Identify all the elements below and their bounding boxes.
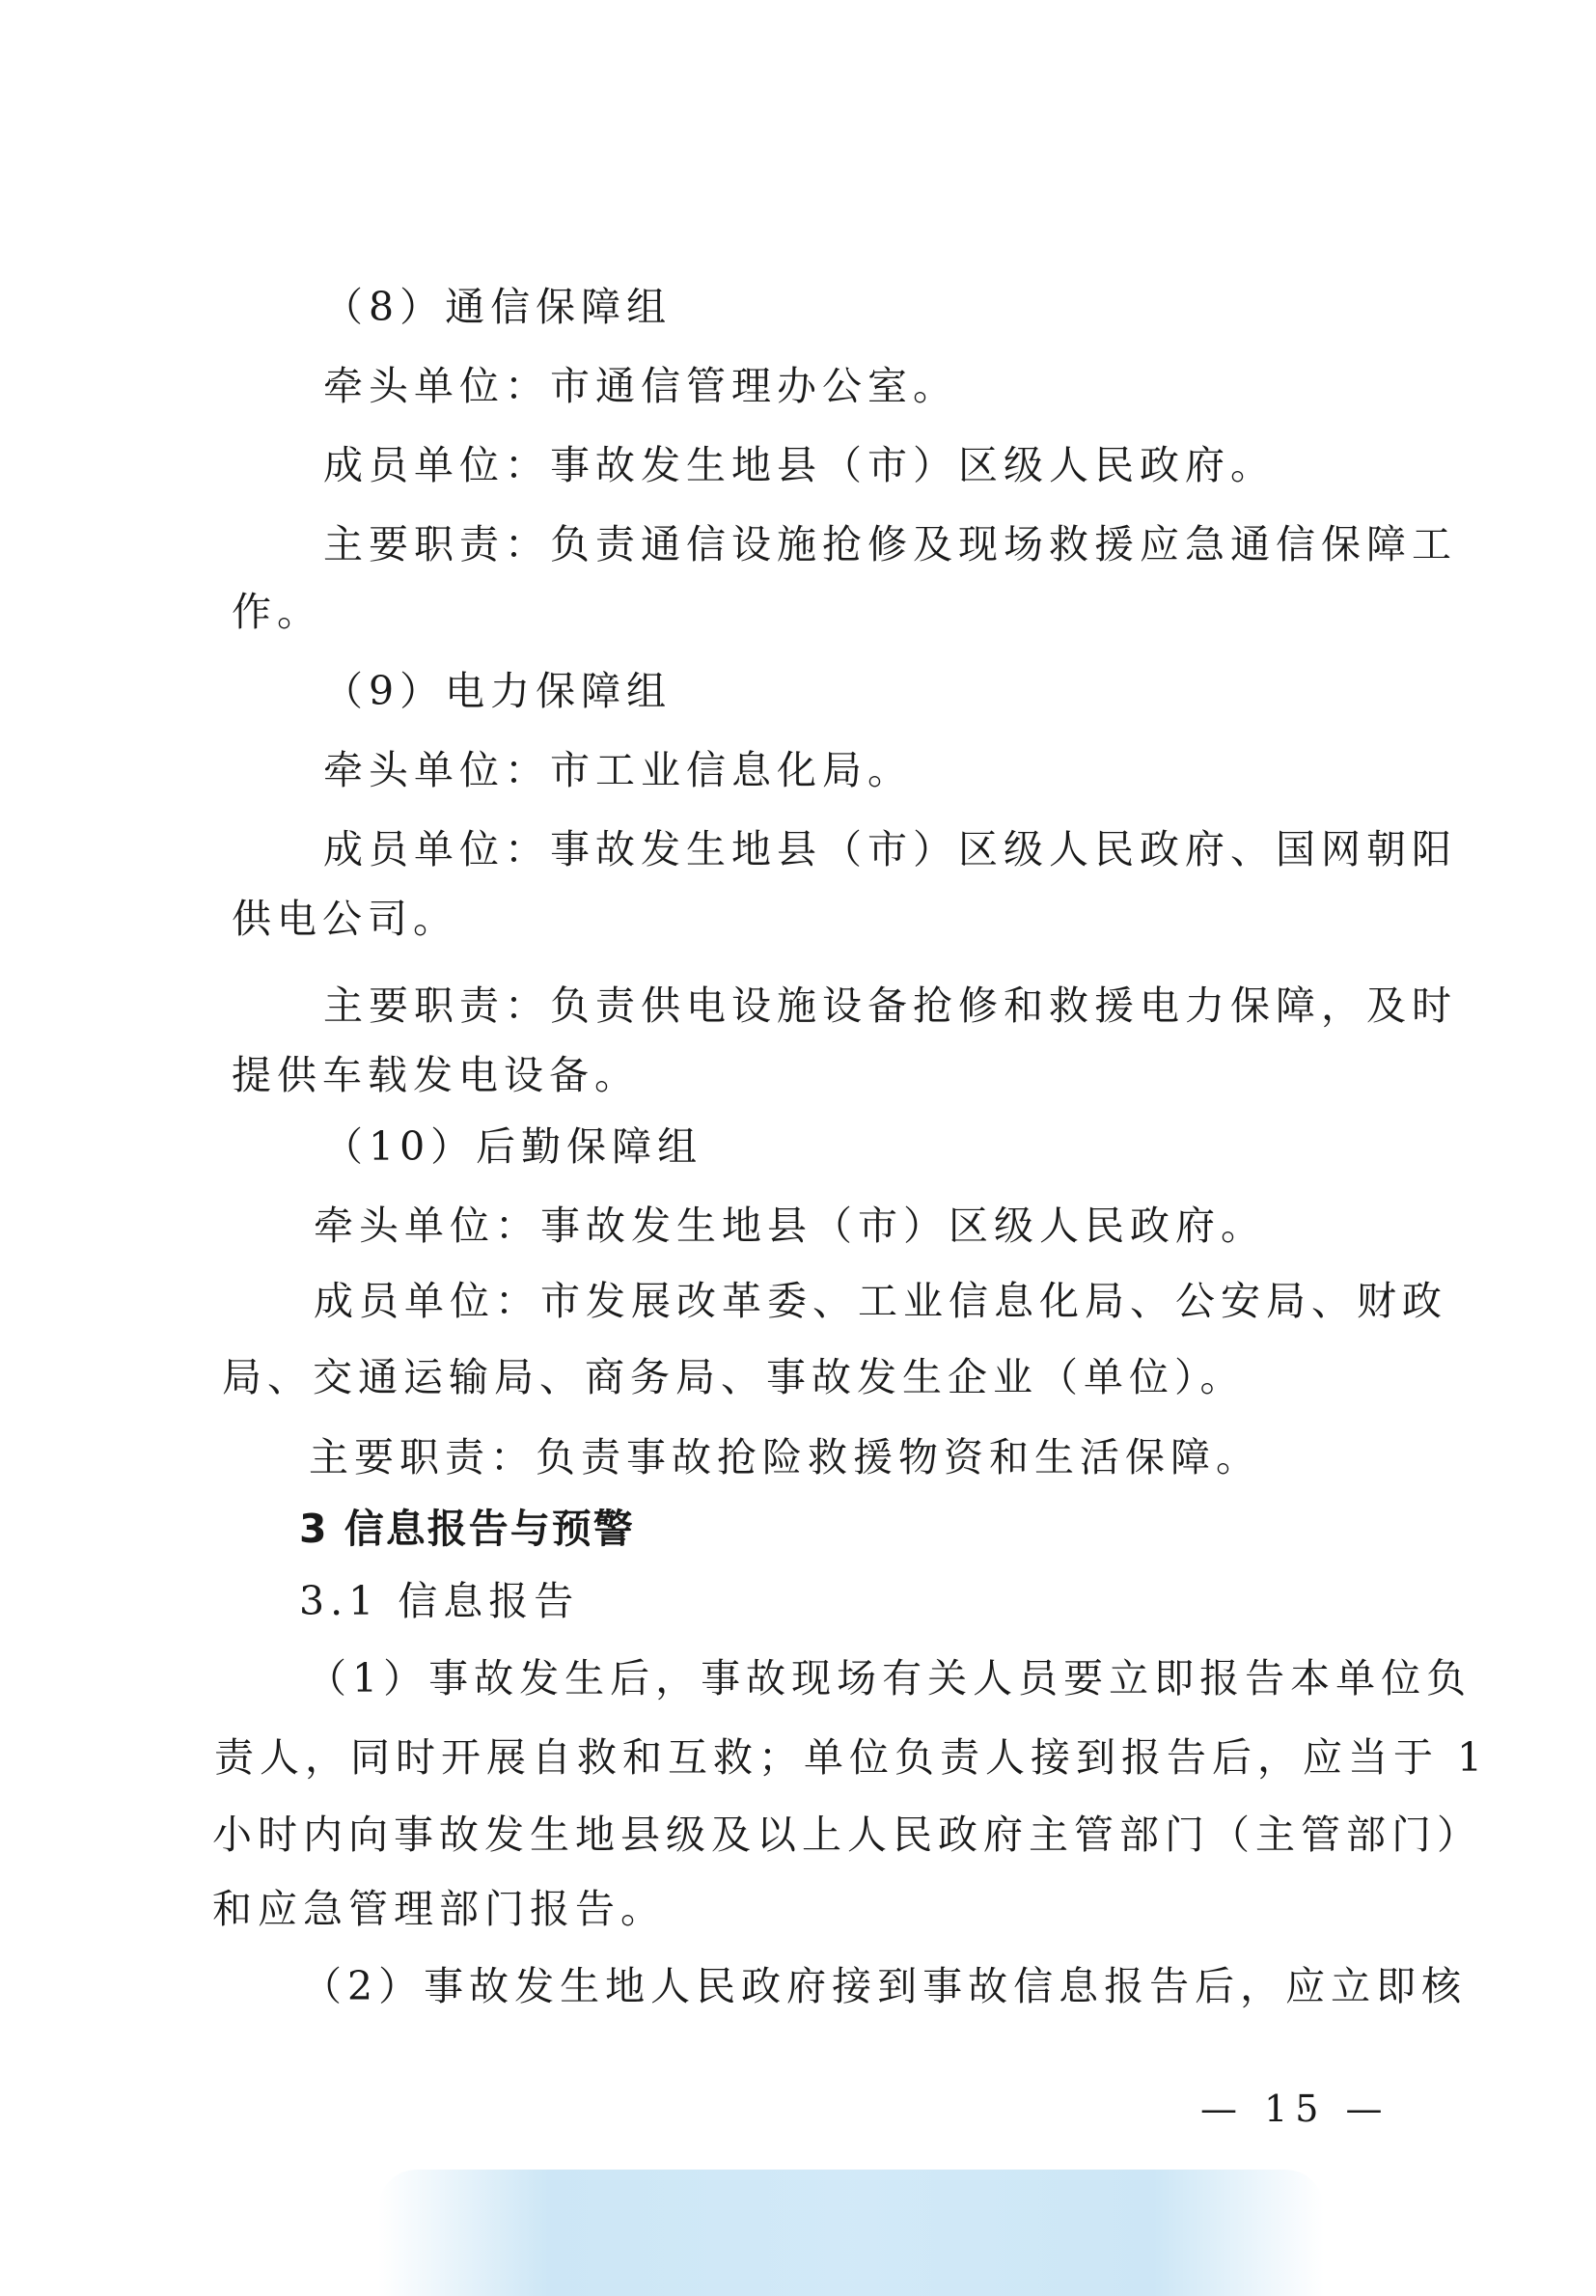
- member-units-line: 成员单位：事故发生地县（市）区级人民政府、国网朝阳: [323, 826, 1457, 872]
- member-units-continuation: 局、交通运输局、商务局、事故发生企业（单位）。: [222, 1354, 1246, 1400]
- main-duties-line: 主要职责：负责供电设施设备抢修和救援电力保障，及时: [323, 982, 1457, 1029]
- lead-unit-line: 牵头单位：事故发生地县（市）区级人民政府。: [314, 1203, 1266, 1249]
- main-duties-line: 主要职责：负责通信设施抢修及现场救援应急通信保障工: [323, 521, 1457, 567]
- lead-unit-line: 牵头单位：市工业信息化局。: [323, 747, 913, 793]
- main-duties-line: 主要职责：负责事故抢险救援物资和生活保障。: [309, 1434, 1261, 1480]
- chapter-heading: 3 信息报告与预警: [299, 1506, 635, 1552]
- paragraph-line: 和应急管理部门报告。: [212, 1886, 666, 1932]
- main-duties-continuation: 作。: [232, 589, 322, 635]
- paragraph-line: 责人，同时开展自救和互救；单位负责人接到报告后，应当于 1: [214, 1734, 1489, 1781]
- main-duties-continuation: 提供车载发电设备。: [232, 1052, 640, 1098]
- blue-seal-band: [378, 2170, 1324, 2296]
- member-units-line: 成员单位：市发展改革委、工业信息化局、公安局、财政: [314, 1278, 1447, 1324]
- subsection-heading: 3.1 信息报告: [299, 1578, 580, 1624]
- paragraph-line: 小时内向事故发生地县级及以上人民政府主管部门（主管部门）: [212, 1812, 1482, 1858]
- paragraph-line: （2）事故发生地人民政府接到事故信息报告后，应立即核: [302, 1963, 1468, 2009]
- member-units-continuation: 供电公司。: [232, 896, 458, 942]
- section-heading-communication-group: （8）通信保障组: [323, 284, 673, 330]
- page-number: — 15 —: [1200, 2088, 1390, 2130]
- section-heading-logistics-group: （10）后勤保障组: [323, 1123, 703, 1170]
- lead-unit-line: 牵头单位：市通信管理办公室。: [323, 363, 958, 409]
- section-heading-power-group: （9）电力保障组: [323, 668, 673, 714]
- member-units-line: 成员单位：事故发生地县（市）区级人民政府。: [323, 442, 1276, 488]
- paragraph-line: （1）事故发生后，事故现场有关人员要立即报告本单位负: [307, 1655, 1472, 1701]
